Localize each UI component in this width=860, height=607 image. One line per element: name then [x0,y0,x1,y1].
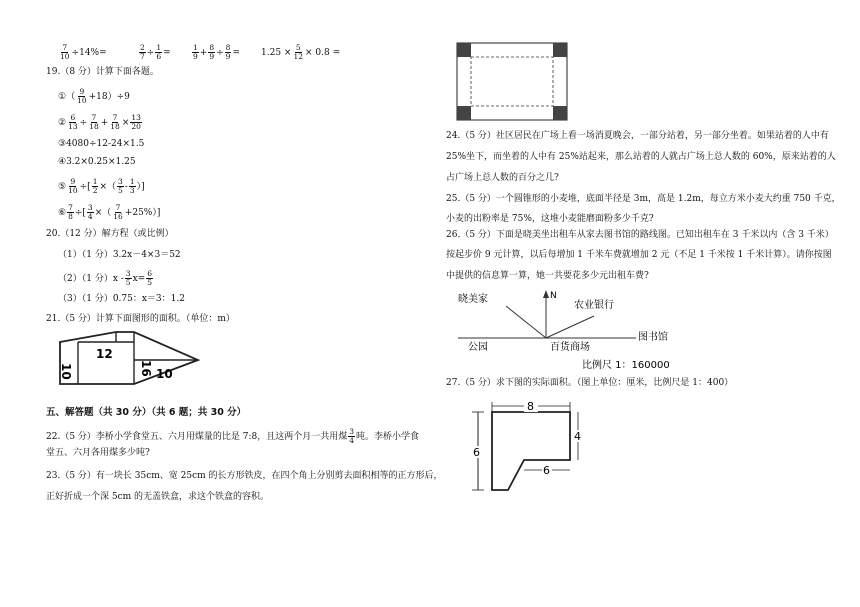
fraction-numerator: 9 [79,87,85,96]
expression-text: ⑥ [58,208,67,218]
expression-text: ⑤ [58,182,67,192]
expression-text: （2）（1 分）x - [58,274,124,284]
corner-square [553,106,567,120]
q19-item-1 [58,88,130,105]
fraction-denominator: 7 [140,52,145,61]
fraction-numerator: 2 [140,43,145,52]
q21-title: 21.（5 分）计算下面图形的面积。（单位：m） [46,314,235,324]
q18-expression-3 [191,44,240,61]
q18-expression-1 [58,44,107,61]
fraction-denominator: 18 [89,122,99,131]
label-16: 16 [139,360,153,377]
operator: = [232,48,240,58]
q20-title: 20.（12 分）解方程（或比例） [46,229,174,239]
operator: ÷[ [79,182,91,192]
fraction-denominator: 10 [60,52,70,61]
q18-expression-2 [138,44,171,61]
operator: ×（ [94,208,112,218]
expression-text: 1.25 × [261,48,292,58]
expression-text: +18）÷9 [88,92,130,102]
fold-line [471,57,553,106]
operator: - [124,182,128,192]
fraction-denominator: 20 [131,122,141,131]
north-arrow-icon [543,290,549,298]
operator: ÷ [216,48,224,58]
fraction-denominator: 5 [118,186,123,195]
fraction-numerator: 7 [68,203,73,212]
q26-route-map [458,288,718,372]
home-label: 晓美家 [458,294,488,305]
label-12: 12 [96,347,113,361]
q24-line-2: 25%坐下，而坐着的人中有 25%站起来，那么站着的人就占广场上总人数的 60%，原来站着的人 [446,152,836,162]
corner-square [457,43,471,57]
fraction-denominator: 4 [87,212,93,221]
expression-text: 吨。李桥小学食 [356,432,420,442]
fraction-denominator: 16 [113,212,123,221]
q19-item-5 [58,178,145,195]
q19-item-3: ③4080÷12-24×1.5 [58,139,145,149]
fraction-denominator: 9 [209,52,215,61]
q26-line-1: 26.（5 分）下面是晓美坐出租车从家去图书馆的路线图。已知出租车在 3 千米以内（含 3 千米） [446,230,834,240]
expression-text: ÷14%= [71,48,107,58]
north-label: N [550,291,557,301]
sheet-outline [457,43,567,120]
q25-line-1: 25.（5 分）一个圆锥形的小麦堆，底面半径是 3m，高是 1.2m，每立方米小麦大约重 750 千克， [446,194,841,204]
shape-outline [492,412,570,490]
fraction-denominator: 4 [349,436,355,445]
fraction-denominator: 6 [156,52,162,61]
label-10-left: 10 [59,363,73,380]
mall-label: 百货商场 [550,342,590,353]
label-10-right: 10 [156,367,173,381]
q18-expression-4 [261,44,340,61]
q26-line-2: 按起步价 9 元计算，以后每增加 1 千米车费就增加 2 元（不足 1 千米按 1 千米计算）。请你按图 [446,250,832,260]
fraction-numerator: 6 [70,113,76,122]
expression-text: x= [132,274,146,284]
fraction-denominator: 3 [129,186,135,195]
q24-line-1: 24.（5 分）社区居民在广场上看一场消夏晚会，一部分站着，另一部分坐着。如果站着的人中有 [446,131,829,141]
q25-line-2: 小麦的出粉率是 75%，这堆小麦能磨面粉多少千克? [446,214,654,224]
q23-box-net-figure [456,42,568,122]
expression-text: ①（ [58,92,76,102]
fraction-numerator: 7 [91,113,97,122]
corner-square [553,43,567,57]
q19-item-6 [58,204,160,221]
bank-label: 农业银行 [574,300,614,311]
fraction-numerator: 13 [131,113,141,122]
q19-item-4: ④3.2×0.25×1.25 [58,157,136,167]
q22-line-1 [46,428,419,445]
fraction-denominator: 9 [225,52,231,61]
section-5-title: 五、解答题（共 30 分）（共 6 题；共 30 分） [46,407,247,418]
fraction-denominator: 5 [147,278,152,287]
fraction-numerator: 7 [115,203,121,212]
label-4: 4 [574,430,581,443]
fraction-numerator: 1 [156,43,162,52]
expression-text: ② [58,118,67,128]
fraction-denominator: 10 [68,186,78,195]
fraction-numerator: 3 [125,269,131,278]
fraction-numerator: 3 [87,203,93,212]
fraction-numerator: 3 [349,427,355,436]
q19-item-2 [58,114,143,131]
fraction-numerator: 7 [62,43,68,52]
fraction-denominator: 2 [92,186,98,195]
route-segment [546,316,594,338]
expression-text: ）] [136,182,145,192]
scale-label: 比例尺 1：160000 [582,360,670,371]
fraction-denominator: 10 [77,96,87,105]
operator: + [100,118,109,128]
fraction-denominator: 13 [68,122,78,131]
corner-square [457,106,471,120]
q19-title: 19.（8 分）计算下面各题。 [46,67,159,77]
label-8: 8 [527,400,534,413]
fraction-numerator: 5 [295,43,301,52]
fraction-numerator: 9 [70,177,76,186]
operator: ÷ [146,48,155,58]
fraction-numerator: 6 [147,269,152,278]
fraction-numerator: 1 [92,177,98,186]
q20-item-3: （3）（1 分）0.75：x＝3：1.2 [58,294,185,304]
fraction-denominator: 18 [110,122,120,131]
fraction-denominator: 12 [293,52,303,61]
fraction-numerator: 7 [112,113,118,122]
library-label: 图书馆 [638,332,668,343]
route-segment [506,306,546,338]
expression-text: +25%）] [124,208,161,218]
fraction-numerator: 1 [193,43,198,52]
fraction-numerator: 8 [209,43,215,52]
expression-text: × 0.8 = [305,48,341,58]
q27-shape-figure [466,398,586,494]
operator: ×（ [99,182,117,192]
operator: + [199,48,208,58]
q22-line-2: 堂五、六月各用煤多少吨? [46,448,150,458]
fraction-numerator: 1 [129,177,135,186]
q20-item-2 [58,270,154,287]
park-label: 公园 [468,342,488,353]
label-6-left: 6 [473,446,480,459]
q26-line-3: 中提供的信息算一算，她一共要花多少元出租车费? [446,271,649,281]
operator: ÷ [79,118,88,128]
operator: ÷[ [74,208,86,218]
q27-title: 27.（5 分）求下图的实际面积。（图上单位：厘米，比例尺是 1：400） [446,378,734,388]
q20-item-1: （1）（1 分）3.2x－4×3＝52 [58,250,181,260]
operator: = [163,48,171,58]
q23-line-2: 正好折成一个深 5cm 的无盖铁盒，求这个铁盒的容积。 [46,492,270,502]
fraction-denominator: 8 [68,212,73,221]
label-6-bottom: 6 [543,464,550,477]
shape-outline [60,332,198,384]
fraction-denominator: 5 [125,278,131,287]
expression-text: 22.（5 分）李桥小学食堂五、六月用煤量的比是 7:8，且这两个月一共用煤 [46,432,348,442]
q23-line-1: 23.（5 分）有一块长 35cm、宽 25cm 的长方形铁皮，在四个角上分别剪去面积相等的正方形后， [46,471,443,481]
operator: × [121,118,130,128]
q24-line-3: 占广场上总人数的百分之几? [446,173,559,183]
fraction-numerator: 8 [225,43,231,52]
q21-composite-shape-figure [60,332,220,390]
fraction-denominator: 9 [193,52,198,61]
fraction-numerator: 3 [118,177,123,186]
